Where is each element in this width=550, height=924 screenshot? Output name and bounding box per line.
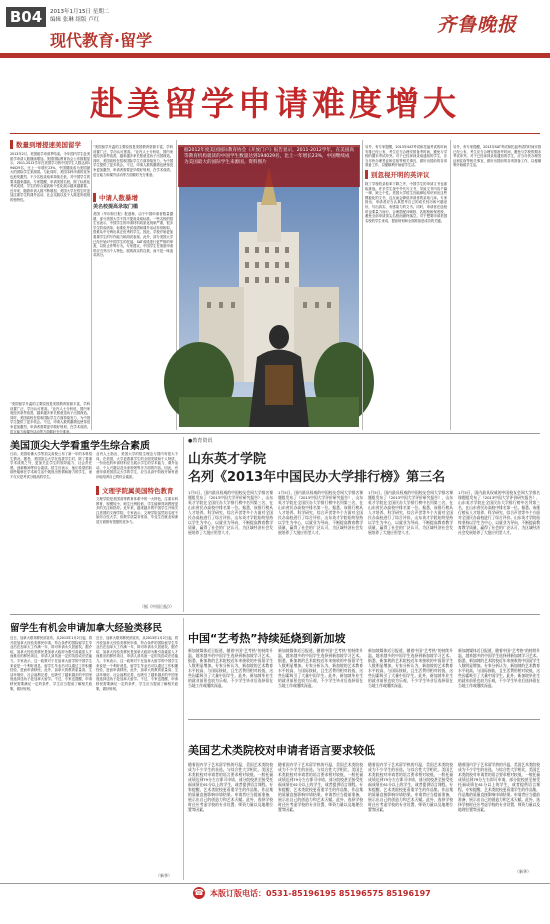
article6-col3: 随着国内学子艺术留学热的升温，美国艺术类院校成为不少学生的首选。与综合性大学相比，美国艺术类院校对申请者的语言要求相对较低，一般托福成绩达到79分左右即可申请，部分院校甚至接受托福成绩在61分以上的学生，或者提供语言课程。专家提醒，艺术类院校更看重学生的作品集，作品集的质量直接影响申请结果。申请者应当提前准备，展示出自己的创造力和艺术天赋。此外，选择学校时还应考虑学校的专业设置、师资力量以及地理位置等因素。	[368, 762, 453, 812]
lead-col1b-text: “美国留学升温的主要原因是美国教育资源丰富，学科设置广泛，学历认可度高。”业内人士分析说，国内家庭经济条件改善，越来越多家长愿意送孩子出国深造。同时，美国高校在招收国际学生方面持续发力，为中国学生提供了更多机会。不过，申请人数的激增也使得竞争更加激烈，申请者需要更早做好规划，在学术成绩、语言能力和课外活动等方面做好充分准备。	[10, 402, 90, 434]
section-rule	[10, 614, 540, 615]
lead-col5-text: 另外，有专家提醒，2013年SAT考试和托福考试的时间安排已经公布，考生应当合理安排备考时间，避免与学校的期末考试冲突。对于已经拿到录取通知的学生，应当尽快办理签证和住宿等相关事宜，做好出国前的各项准备工作，以便顺利开始留学生活。	[453, 145, 541, 168]
section-rule	[188, 719, 540, 720]
headline-rule	[10, 133, 540, 134]
article2-subhead: 文理学院属美国特色教育	[96, 486, 182, 495]
article3-col1: 1月5日，国内最具权威的中国校友会网大学排名课题组发布了《2013中国大学评价研究报告》，山东英才学院在全国民办大学排行榜中名列第三名，在山东省民办高校中排名第一位。据悉，该排行榜从人才培养、科学研究、综合声誉等多个方面对全国民办高校进行了综合评价。山东英才学院始终坚持以学生为中心，以就业为导向，不断提高教育教学质量，赢得了社会的广泛认可，为区域经济社会发展培养了大批应用型人才。	[188, 490, 273, 535]
lead-col2-text: “美国留学升温的主要原因是美国教育资源丰富，学科设置广泛，学历认可度高。”业内人士分析说，国内家庭经济条件改善，越来越多家长愿意送孩子出国深造。同时，美国高校在招收国际学生方面持续发力，为中国学生提供了更多机会。不过，申请人数的激增也使得竞争更加激烈，申请者需要更早做好规划，在学术成绩、语言能力和课外活动等方面做好充分准备。	[93, 145, 173, 177]
article4-title: 留学生有机会申请加拿大经验类移民	[10, 623, 163, 634]
editor-line: 编辑 张琳 组版 卢红	[50, 17, 100, 23]
newspaper-logo: 齐鲁晚报	[437, 14, 518, 36]
article6-col4: 随着国内学子艺术留学热的升温，美国艺术类院校成为不少学生的首选。与综合性大学相比，美国艺术类院校对申请者的语言要求相对较低，一般托福成绩达到79分左右即可申请，部分院校甚至接受托福成绩在61分以上的学生，或者提供语言课程。专家提醒，艺术类院校更看重学生的作品集，作品集的质量直接影响申请结果。申请者应当提前准备，展示出自己的创造力和艺术天赋。此外，选择学校时还应考虑学校的专业设置、师资力量以及地理位置等因素。	[458, 762, 540, 812]
main-headline: 赴美留学申请难度增大	[90, 84, 460, 123]
article4-col2: 近日，加拿大联邦移民部宣布，从2013年1月2日起，将开放加拿大经验类移民申请，符合条件的国际留学生毕业后在加拿大工作满一年，即可申请永久居留权。据介绍，加拿大经验类移民是加拿大政府为吸引高素质人才而推出的移民项目，申请人须具备一定的英语或法语能力。专家表示，这一政策对于在加拿大留学的中国学生来说是一个利好消息，留学生毕业后可以通过工作积累经验，进而申请移民。此外，加拿大的教育质量高、生活环境好、社会福利完善，也吸引了越来越多的中国家庭选择送孩子赴加拿大留学。不过，专家也提醒，申请移民需要满足一定的条件，学生应当提前了解相关政策，做好规划。	[96, 636, 178, 691]
campus-photo	[179, 147, 359, 427]
footer-phone	[210, 888, 431, 899]
article6-title: 美国艺术类院校对申请者语言要求较低	[188, 744, 375, 757]
section-rule	[10, 433, 540, 434]
phone-icon: ☎	[194, 888, 204, 897]
article3-col3: 1月5日，国内最具权威的中国校友会网大学排名课题组发布了《2013中国大学评价研究报告》，山东英才学院在全国民办大学排行榜中名列第三名，在山东省民办高校中排名第一位。据悉，该排行榜从人才培养、科学研究、综合声誉等多个方面对全国民办高校进行了综合评价。山东英才学院始终坚持以学生为中心，以就业为导向，不断提高教育教学质量，赢得了社会的广泛认可，为区域经济社会发展培养了大批应用型人才。	[368, 490, 453, 535]
article4-credit: （新华）	[156, 873, 172, 878]
date-line: 2013年1月15日 星期二	[50, 9, 110, 15]
column-divider	[183, 618, 184, 880]
article3-title-2: 名列《2013年中国民办大学排行榜》第三名	[188, 470, 446, 485]
article5-col1: 新加坡媒体近日报道，随着中国“艺考热”的持续升温，越来越多的中国学生选择到新加坡学习艺术。据悉，新加坡的艺术院校近年来接收的中国留学生人数明显增加。专家分析认为，新加坡的艺术教育水平较高，与国际接轨，且生活费用相对较低，这些因素吸引了大量中国学生。此外，新加坡毕业生的就业前景也较为乐观，不少学生毕业后选择留在当地工作或继续深造。	[188, 648, 273, 688]
article3-col4: 1月5日，国内最具权威的中国校友会网大学排名课题组发布了《2013中国大学评价研究报告》，山东英才学院在全国民办大学排行榜中名列第三名，在山东省民办高校中排名第一位。据悉，该排行榜从人才培养、科学研究、综合声誉等多个方面对全国民办高校进行了综合评价。山东英才学院始终坚持以学生为中心，以就业为导向，不断提高教育教学质量，赢得了社会的广泛认可，为区域经济社会发展培养了大批应用型人才。	[458, 490, 540, 535]
photo-caption: 据2012年度美国国际教育协会《开放门户》报告显示，2011-2012学年，在美国高等教育机构就读的中国学生数量达到194029名，比上一年增长23%，中国继续成为美国最大的国际学生来源国。资料图片	[184, 148, 354, 166]
article3-col2: 1月5日，国内最具权威的中国校友会网大学排名课题组发布了《2013中国大学评价研究报告》，山东英才学院在全国民办大学排行榜中名列第三名，在山东省民办高校中排名第一位。据悉，该排行榜从人才培养、科学研究、综合声誉等多个方面对全国民办高校进行了综合评价。山东英才学院始终坚持以学生为中心，以就业为导向，不断提高教育教学质量，赢得了社会的广泛认可，为区域经济社会发展培养了大批应用型人才。	[278, 490, 363, 535]
article6-credit: （新华）	[515, 869, 531, 874]
article4-col1: 近日，加拿大联邦移民部宣布，从2013年1月2日起，将开放加拿大经验类移民申请，符合条件的国际留学生毕业后在加拿大工作满一年，即可申请永久居留权。据介绍，加拿大经验类移民是加拿大政府为吸引高素质人才而推出的移民项目，申请人须具备一定的英语或法语能力。专家表示，这一政策对于在加拿大留学的中国学生来说是一个利好消息，留学生毕业后可以通过工作积累经验，进而申请移民。此外，加拿大的教育质量高、生活环境好、社会福利完善，也吸引了越来越多的中国家庭选择送孩子赴加拿大留学。不过，专家也提醒，申请移民需要满足一定的条件，学生应当提前了解相关政策，做好规划。	[10, 636, 92, 691]
lead-col4-text: 除了学校的录取率下降之外，中国学生的申请文书也面临挑战。许多学生找中介代写文书，导致文书内容千篇一律，缺乏个性。美国大学招生官能够轻易识别出这些模板化的文书，这反而会降低申请者的录取几率。专家指出，申请者应当认真思考自己的成长经历和兴趣爱好，写出真实、有感染力的文书。同时，申请者在选校时也要量力而行，合理搭配冲刺校、匹配校和保底校，避免全部申请顶尖名校而最终落空。对于想要申请美国名校的学生来说，提前规划和全面准备是成功的关键。	[365, 182, 447, 223]
article2-col2a: 业内人士指出，美国大学的招生理念与国内有很大不同。在美国，大学更看重学生的全面发展和个人特质，一份出色的申请材料应当展示学生的学术能力、课外活动、个人兴趣以及未来规划等多方面的内容。因此，有意申请美国顶尖大学的学生，应当从高中阶段开始有意识地培养自己的综合素质。	[96, 452, 178, 479]
lead-subhead-2b: 美名校提高录取门槛	[93, 204, 139, 210]
article5-col4: 新加坡媒体近日报道，随着中国“艺考热”的持续升温，越来越多的中国学生选择到新加坡学习艺术。据悉，新加坡的艺术院校近年来接收的中国留学生人数明显增加。专家分析认为，新加坡的艺术教育水平较高，与国际接轨，且生活费用相对较低，这些因素吸引了大量中国学生。此外，新加坡毕业生的就业前景也较为乐观，不少学生毕业后选择留在当地工作或继续深造。	[458, 648, 540, 688]
section-title: 现代教育·留学	[50, 31, 153, 50]
article3-title-1: 山东英才学院	[188, 452, 267, 467]
lead-col4a-text: 另外，有专家提醒，2013年SAT考试和托福考试的时间安排已经公布，考生应当合理安排备考时间，避免与学校的期末考试冲突。对于已经拿到录取通知的学生，应当尽快办理签证和住宿等相关事宜，做好出国前的各项准备工作，以便顺利开始留学生活。	[365, 145, 447, 168]
lead-subhead-2: 中请人数暴增	[93, 193, 177, 202]
column-divider	[91, 140, 92, 430]
article5-title: 中国“艺考热”持续延烧到新加坡	[188, 632, 346, 645]
article3-kicker: ●教育资讯	[188, 438, 213, 444]
article2-title: 美国顶尖大学看重学生综合素质	[10, 441, 150, 452]
lead-col3-text: 美国《华尔街日报》报道称，由于中国申请者数量激增，部分美国大学不得不提高录取标准。一些名校的招生官表示，中国学生的申请材料同质化现象严重，很多学生的成绩单、标准化考试成绩和课外活动非常相似，很难从中分辨出真正优秀的学生。因此，学校开始更加看重学生的写作能力和面试表现。此外，部分美国大学已经开始对中国学生的托福、SAT成绩进行更严格的审查，以防止作弊行为。专家建议，中国学生在准备申请时应当突出个人特色，展现真实的自我，而不是一味追求高分。	[93, 212, 173, 258]
article2-credit: （据《中国日报》）	[140, 604, 174, 609]
column-divider	[450, 140, 451, 430]
column-divider	[362, 140, 363, 430]
lead-col1-text: 2013年2月，美国留学申请季结束，今年国内学生赴美留学申请人数继续增加。美国国际教育协会公布数据显示，2011-2012学年在美国学习的中国学生人数达到194029名，比上一年增长23%，中国继续成为美国最大的国际学生来源国。与此同时，美国本科申请的竞争也愈发激烈，不少名校录取率持续走低，对中国学生的要求越来越高。专家提醒，申请美国名校，除了标准化考试成绩，学生的综合素质和个性化展示越来越重要。近年来，随着申请人数不断增加，美国大学在招生时更加注重学生的课外活动、社会实践以及个人陈述所展现的独特性。	[10, 152, 90, 202]
lead-subhead-1: 数量到增提速美国留学	[10, 140, 96, 149]
page-number: B04	[6, 7, 46, 27]
article6-col2: 随着国内学子艺术留学热的升温，美国艺术类院校成为不少学生的首选。与综合性大学相比，美国艺术类院校对申请者的语言要求相对较低，一般托福成绩达到79分左右即可申请，部分院校甚至接受托福成绩在61分以上的学生，或者提供语言课程。专家提醒，艺术类院校更看重学生的作品集，作品集的质量直接影响申请结果。申请者应当提前准备，展示出自己的创造力和艺术天赋。此外，选择学校时还应考虑学校的专业设置、师资力量以及地理位置等因素。	[278, 762, 363, 812]
article2-col2: 文理学院是美国高等教育体系中的一大特色，注重本科教育，规模较小，师生比例较低，学生能够得到教授更多的关注和指导。近年来，越来越多的中国学生开始关注美国的文理学院。专家表示，文理学院虽然知名度不如综合性大学，但教学质量非常高，毕业生在就业和深造方面都有很强的竞争力。	[96, 497, 178, 524]
article6-col1: 随着国内学子艺术留学热的升温，美国艺术类院校成为不少学生的首选。与综合性大学相比，美国艺术类院校对申请者的语言要求相对较低，一般托福成绩达到79分左右即可申请，部分院校甚至接受托福成绩在61分以上的学生，或者提供语言课程。专家提醒，艺术类院校更看重学生的作品集，作品集的质量直接影响申请结果。申请者应当提前准备，展示出自己的创造力和艺术天赋。此外，选择学校时还应考虑学校的专业设置、师资力量以及地理位置等因素。	[188, 762, 273, 812]
lead-subhead-3: 别忽视开明的英评议	[365, 170, 451, 179]
article5-col2: 新加坡媒体近日报道，随着中国“艺考热”的持续升温，越来越多的中国学生选择到新加坡学习艺术。据悉，新加坡的艺术院校近年来接收的中国留学生人数明显增加。专家分析认为，新加坡的艺术教育水平较高，与国际接轨，且生活费用相对较低，这些因素吸引了大量中国学生。此外，新加坡毕业生的就业前景也较为乐观，不少学生毕业后选择留在当地工作或继续深造。	[278, 648, 363, 688]
column-divider	[183, 437, 184, 612]
header-red-band	[0, 53, 550, 58]
article2-col1: 日前，美国哈佛大学等顶尖高校公布了新一年的本科招生情况。据悉，美国顶尖大学在选拔学生时，除了看重学术成绩之外，更加关注学生的领导能力、社会责任感、创新精神等综合素质。招生官表示，他们希望招收那些能够在学术和生活中展现出热情和潜力的学生，而不仅仅是考试分数高的学生。	[10, 452, 92, 479]
article5-col3: 新加坡媒体近日报道，随着中国“艺考热”的持续升温，越来越多的中国学生选择到新加坡学习艺术。据悉，新加坡的艺术院校近年来接收的中国留学生人数明显增加。专家分析认为，新加坡的艺术教育水平较高，与国际接轨，且生活费用相对较低，这些因素吸引了大量中国学生。此外，新加坡毕业生的就业前景也较为乐观，不少学生毕业后选择留在当地工作或继续深造。	[368, 648, 453, 688]
footer-phone-label: 本版订版电话：	[210, 889, 266, 898]
footer-phone-numbers: 0531-85196195 85196575 85196197	[266, 889, 431, 898]
